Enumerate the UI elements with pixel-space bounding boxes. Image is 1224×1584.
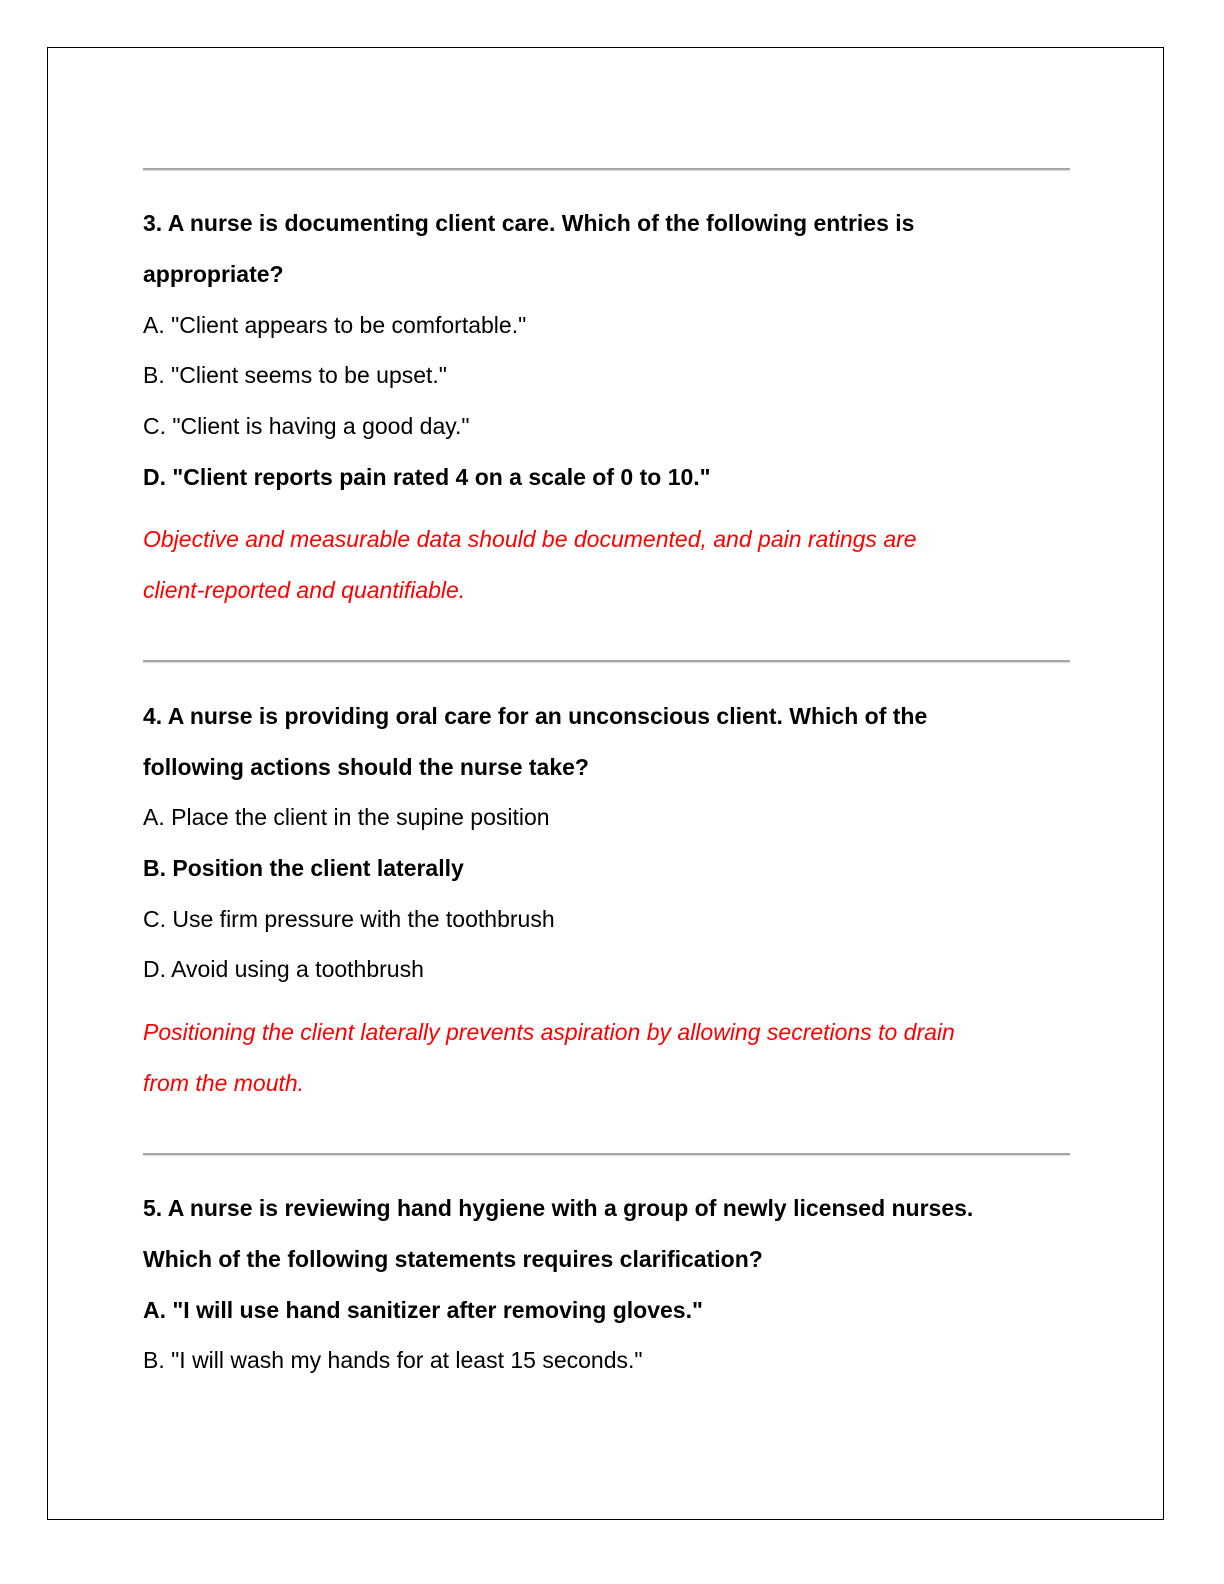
question-4-option-b-correct: B. Position the client laterally [143,855,464,881]
question-4-explanation-line-1: Positioning the client laterally prevents aspiration by allowing secretions to drain [143,1019,955,1045]
section-divider [143,660,1070,662]
question-5-option-b: B. "I will wash my hands for at least 15 seconds." [143,1347,643,1373]
question-4-option-a: A. Place the client in the supine position [143,804,550,830]
question-5-stem-line-1: 5. A nurse is reviewing hand hygiene with a group of newly licensed nurses. [143,1195,974,1221]
question-3-stem-line-2: appropriate? [143,261,284,287]
question-3-explanation-line-2: client-reported and quantifiable. [143,577,466,603]
question-4-explanation-line-2: from the mouth. [143,1070,305,1096]
question-3-option-c: C. "Client is having a good day." [143,413,470,439]
question-5-stem-line-2: Which of the following statements requires clarification? [143,1246,763,1272]
question-4-option-c: C. Use firm pressure with the toothbrush [143,906,555,932]
question-5-option-a-correct: A. "I will use hand sanitizer after removing gloves." [143,1297,703,1323]
question-4-stem-line-2: following actions should the nurse take? [143,754,589,780]
question-4-option-d: D. Avoid using a toothbrush [143,956,424,982]
question-3-option-b: B. "Client seems to be upset." [143,362,447,388]
question-3-explanation-line-1: Objective and measurable data should be documented, and pain ratings are [143,526,917,552]
question-3-stem-line-1: 3. A nurse is documenting client care. Which of the following entries is [143,210,915,236]
section-divider [143,168,1070,170]
section-divider [143,1153,1070,1155]
question-3-option-d-correct: D. "Client reports pain rated 4 on a scale of 0 to 10." [143,464,711,490]
question-3-option-a: A. "Client appears to be comfortable." [143,312,527,338]
question-4-stem-line-1: 4. A nurse is providing oral care for an unconscious client. Which of the [143,703,928,729]
